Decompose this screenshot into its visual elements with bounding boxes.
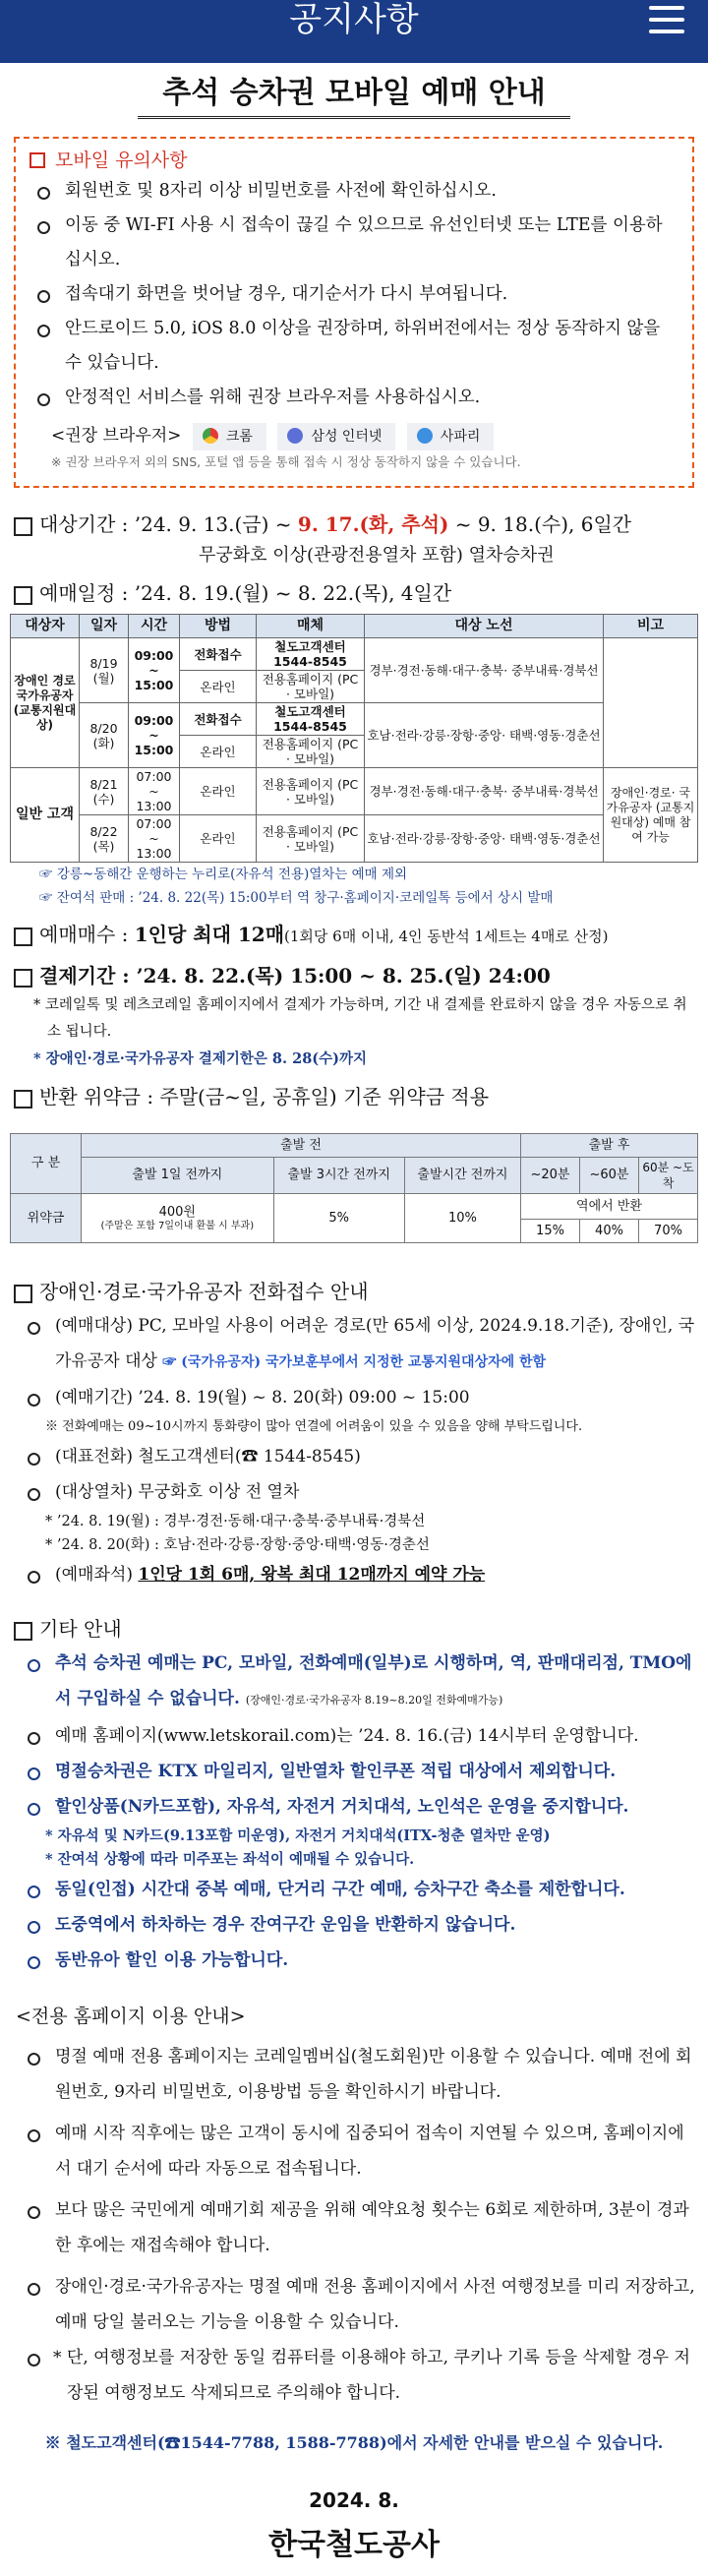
safari-icon [417, 428, 433, 444]
list-item: 동반유아 할인 이용 가능합니다. [10, 1943, 698, 1978]
contact-note: ※ 철도고객센터(☎1544-7788, 1588-7788)에서 자세한 안내를 받으실 수 있습니다. [44, 2433, 664, 2452]
issue-date: 2024. 8. [309, 2488, 399, 2512]
etc-section: 기타 안내 [10, 1612, 698, 1646]
refund-table: 구 분 출발 전 출발 후 출발 1일 전까지 출발 3시간 전까지 출발시간 전까지 ~20분 ~60분 60분 ~도착 위약금 400원 (주말은 포함 7일이내 환불 시 부과) 5% 10% 역에서 반환 15% 40% 70% [10, 1133, 698, 1243]
list-item: 안정적인 서비스를 위해 권장 브라우저를 사용하십시오. [30, 381, 678, 415]
list-subnote: * 자유석 및 N카드(9.13포함 미운영), 자전거 거치대석(ITX-청춘 열차만 운영) [45, 1827, 551, 1844]
list-subnote: * ’24. 8. 20(화) : 호남·전라·강릉·장항·중앙·태백·영동·경춘선 [45, 1537, 430, 1553]
browser-footnote: ※ 권장 브라우저 외의 SNS, 포털 앱 등을 통해 접속 시 정상 동작하지 않을 수 있습니다. [51, 454, 521, 469]
refund-section: 반환 위약금 : 주말(금~일, 공휴일) 기준 위약금 적용 [10, 1080, 698, 1113]
list-item: 할인상품(N카드포함), 자유석, 자전거 거치대석, 노인석은 운영을 중지합니다. [10, 1789, 698, 1825]
list-item: 접속대기 화면을 벗어날 경우, 대기순서가 다시 부여됩니다. [30, 277, 678, 312]
list-item: (예매좌석) 1인당 1회 6매, 왕복 최대 12매까지 예약 가능 [10, 1557, 698, 1592]
samsung-internet-icon [287, 428, 303, 444]
schedule-section: 예매일정 : ’24. 8. 19.(월) ~ 8. 22.(목), 4일간 [10, 576, 698, 610]
notice-list [30, 174, 678, 415]
list-item: 회원번호 및 8자리 이상 비밀번호를 사전에 확인하십시오. [30, 174, 678, 209]
schedule-note: ☞ 잔여석 판매 : ’24. 8. 22(목) 15:00부터 역 창구·홈페이지·코레일톡 등에서 상시 발매 [39, 890, 554, 906]
period-section: 대상기간 : ’24. 9. 13.(금) ~ 9. 17.(화, 추석) ~ 9. 18.(수), 6일간 [10, 508, 698, 541]
list-subnote: * ’24. 8. 19(월) : 경부·경전·동해·대구·충북·중부내륙·경북선 [45, 1514, 426, 1529]
checkbox-square-icon [30, 152, 45, 168]
list-subnote: * 잔여석 상황에 따라 미주포는 좌석이 예매될 수 있습니다. [45, 1851, 415, 1868]
list-item: (대표전화) 철도고객센터(☎ 1544-8545) [10, 1439, 698, 1474]
list-item: 장애인·경로·국가유공자는 명절 예매 전용 홈페이지에서 사전 여행정보를 미리 저장하고, 예매 당일 불러오는 기능을 이용할 수 있습니다. [10, 2269, 698, 2340]
browser-chip-chrome: 크롬 [193, 423, 266, 450]
hamburger-menu-icon[interactable] [649, 6, 684, 35]
list-item: 보다 많은 국민에게 예매기회 제공을 위해 예약요청 횟수는 6회로 제한하며, 3분이 경과한 후에는 재접속해야 합니다. [10, 2192, 698, 2263]
page-title: 공지사항 [289, 0, 419, 39]
payment-note: * 장애인·경로·국가유공자 결제기한은 8. 28(수)까지 [33, 1050, 368, 1067]
payment-section: 결제기간 : ’24. 8. 22.(목) 15:00 ~ 8. 25.(일) 24:00 [10, 959, 698, 992]
browser-row [30, 419, 678, 452]
list-item: 도중역에서 하차하는 경우 잔여구간 운임을 반환하지 않습니다. [10, 1907, 698, 1943]
notice-document [0, 73, 708, 2563]
list-item: 명절승차권은 KTX 마일리지, 일반열차 할인쿠폰 적립 대상에서 제외합니다. [10, 1754, 698, 1789]
list-item: (대상열차) 무궁화호 이상 전 열차 [10, 1474, 698, 1510]
browser-label: <권장 브라우저> [51, 426, 182, 446]
document-title: 추석 승차권 모바일 예매 안내 [138, 73, 570, 119]
homepage-heading: <전용 홈페이지 이용 안내> [16, 2006, 246, 2027]
chrome-icon [203, 428, 218, 444]
browser-chip-safari: 사파리 [407, 423, 495, 450]
notice-heading: 모바일 유의사항 [55, 150, 188, 171]
phone-section: 장애인·경로·국가유공자 전화접수 안내 [10, 1275, 698, 1308]
list-item: 명절 예매 전용 홈페이지는 코레일멤버십(철도회원)만 이용할 수 있습니다. 예매 전에 회원번호, 9자리 비밀번호, 이용방법 등을 확인하시기 바랍니다. [10, 2039, 698, 2110]
list-item: (예매대상) PC, 모바일 사용이 어려운 경로(만 65세 이상, 2024.9.18.기준), 장애인, 국가유공자 대상 ☞ (국가유공자) 국가보훈부에서 지정한 교통지원대상자에 한함 [10, 1308, 698, 1380]
app-header [0, 0, 708, 63]
mobile-notice-box [14, 137, 694, 488]
list-item: (예매기간) ’24. 8. 19(월) ~ 8. 20(화) 09:00 ~ 15:00 [10, 1380, 698, 1415]
list-item: 동일(인접) 시간대 중복 예매, 단거리 구간 예매, 승차구간 축소를 제한합니다. [10, 1872, 698, 1907]
schedule-note: ☞ 강릉~동해간 운행하는 누리로(자유석 전용)열차는 예매 제외 [39, 867, 408, 882]
schedule-table: 대상자 일자 시간 방법 매체 대상 노선 비고 장애인 경로 국가유공자 (교통지원대상) 8/19 (월) 09:00 ~ 15:00 전화접수 철도고객센터 1544-8545 경부·경전·동해·대구·충북· 중부내륙·경북선 온라인 전용홈페이지 (PC · 모바일) 8/20 (화) 09:00 ~ 15:00 전화접수 철도고객센터 1544-8545 호남·전라·강릉·장항·중앙· 태백·영동·경춘선 온라인 전용홈페이지 (PC · 모바일) 일반 고객 8/21 (수) 07:00 ~ 13:00 온라인 전용홈페이지 (PC · 모바일) 경부·경전·동해·대구·충북· 중부내륙·경북선 장애인·경로· 국가유공자 (교통지원대상) 예매 참여 가능 8/22 (목) 07:00 ~ 13:00 온라인 전용홈페이지 (PC · 모바일) 호남·전라·강릉·장항·중앙· 태백·영동·경춘선 [10, 614, 698, 863]
list-item: 예매 시작 직후에는 많은 고객이 동시에 집중되어 접속이 지연될 수 있으며, 홈페이지에서 대기 순서에 따라 자동으로 접속됩니다. [10, 2116, 698, 2187]
list-subnote: ※ 전화예매는 09~10시까지 통화량이 많아 연결에 어려움이 있을 수 있음을 양해 부탁드립니다. [45, 1419, 583, 1434]
organization-name: 한국철도공사 [268, 2528, 440, 2562]
list-item: 안드로이드 5.0, iOS 8.0 이상을 권장하며, 하위버전에서는 정상 동작하지 않을 수 있습니다. [30, 312, 678, 381]
limit-section: 예매매수 : 1인당 최대 12매(1회당 6매 이내, 4인 동반석 1세트는 4매로 산정) [10, 918, 698, 953]
period-sub: 무궁화호 이상(관광전용열차 포함) 열차승차권 [199, 545, 555, 566]
list-item: 이동 중 WI-FI 사용 시 접속이 끊길 수 있으므로 유선인터넷 또는 LTE를 이용하십시오. [30, 209, 678, 277]
browser-chip-samsung: 삼성 인터넷 [277, 423, 395, 450]
list-item: 추석 승차권 예매는 PC, 모바일, 전화예매(일부)로 시행하며, 역, 판매대리점, TMO에서 구입하실 수 없습니다. (장애인·경로·국가유공자 8.19~8.20일 전화예매가능) [10, 1646, 698, 1718]
payment-note: * 코레일톡 및 레츠코레일 홈페이지에서 결제가 가능하며, 기간 내 결제를 완료하지 않을 경우 자동으로 취소 됩니다. [33, 997, 687, 1040]
list-subnote: * 단, 여행정보를 저장한 동일 컴퓨터를 이용해야 하고, 쿠키나 기록 등을 삭제할 경우 저장된 여행정보도 삭제되므로 주의해야 합니다. [10, 2340, 698, 2411]
list-item: 예매 홈페이지(www.letskorail.com)는 ’24. 8. 16.(금) 14시부터 운영합니다. [10, 1718, 698, 1754]
